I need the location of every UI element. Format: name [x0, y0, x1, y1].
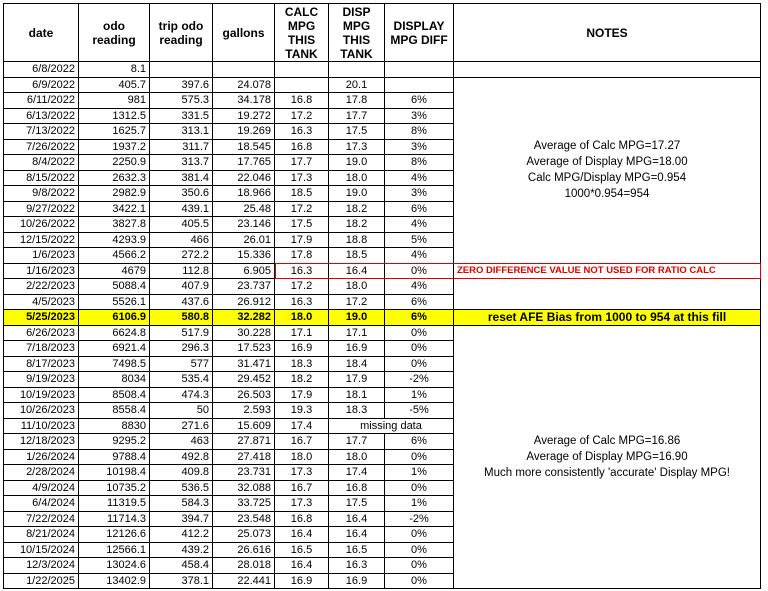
notes-block-after-reset — [454, 325, 761, 589]
disp-mpg-cell — [329, 62, 385, 78]
date-cell: 10/19/2023 — [4, 387, 79, 403]
date-cell: 4/5/2023 — [4, 294, 79, 310]
calc-mpg-cell: 16.3 — [275, 263, 329, 279]
trip-cell: 412.2 — [150, 527, 213, 543]
odo-cell: 6921.4 — [79, 341, 150, 357]
table-row — [4, 263, 761, 279]
notes-blank-cell — [454, 62, 761, 78]
date-cell: 1/26/2024 — [4, 449, 79, 465]
date-cell: 6/11/2022 — [4, 93, 79, 109]
disp-mpg-cell: 18.0 — [329, 279, 385, 295]
disp-mpg-cell: 17.5 — [329, 124, 385, 140]
date-cell: 8/4/2022 — [4, 155, 79, 171]
gallons-cell: 26.912 — [213, 294, 275, 310]
disp-mpg-cell: 18.0 — [329, 449, 385, 465]
header-trip-odo-reading: trip odo reading — [150, 4, 213, 62]
calc-mpg-cell: 17.5 — [275, 217, 329, 233]
table-row — [4, 310, 761, 326]
odo-cell: 12126.6 — [79, 527, 150, 543]
disp-mpg-cell: 16.4 — [329, 511, 385, 527]
date-cell: 9/27/2022 — [4, 201, 79, 217]
date-cell: 5/25/2023 — [4, 310, 79, 326]
odo-cell: 2250.9 — [79, 155, 150, 171]
gallons-cell: 18.966 — [213, 186, 275, 202]
date-cell: 7/18/2023 — [4, 341, 79, 357]
missing-data-cell: missing data — [329, 418, 454, 434]
odo-cell: 11714.3 — [79, 511, 150, 527]
calc-mpg-cell: 18.0 — [275, 449, 329, 465]
date-cell: 10/26/2022 — [4, 217, 79, 233]
note-line: Average of Display MPG=18.00 — [526, 156, 688, 168]
gallons-cell: 17.765 — [213, 155, 275, 171]
diff-cell: 3% — [385, 139, 454, 155]
gallons-cell: 19.269 — [213, 124, 275, 140]
diff-cell: 0% — [385, 325, 454, 341]
calc-mpg-cell: 17.7 — [275, 155, 329, 171]
odo-cell: 3422.1 — [79, 201, 150, 217]
disp-mpg-cell: 16.4 — [329, 263, 385, 279]
disp-mpg-cell: 17.7 — [329, 434, 385, 450]
odo-cell: 10735.2 — [79, 480, 150, 496]
odo-cell: 405.7 — [79, 77, 150, 93]
gallons-cell: 15.336 — [213, 248, 275, 264]
gallons-cell: 34.178 — [213, 93, 275, 109]
trip-cell: 311.7 — [150, 139, 213, 155]
note-line: Much more consistently 'accurate' Display MPG! — [484, 466, 730, 479]
diff-cell: 0% — [385, 573, 454, 589]
trip-cell: 331.5 — [150, 108, 213, 124]
diff-cell: 6% — [385, 310, 454, 326]
calc-mpg-cell: 17.2 — [275, 279, 329, 295]
calc-mpg-cell: 16.3 — [275, 124, 329, 140]
diff-cell: 5% — [385, 232, 454, 248]
trip-cell: 378.1 — [150, 573, 213, 589]
odo-cell: 1937.2 — [79, 139, 150, 155]
diff-cell: 3% — [385, 108, 454, 124]
date-cell: 12/18/2023 — [4, 434, 79, 450]
trip-cell: 458.4 — [150, 558, 213, 574]
header-row — [4, 4, 761, 62]
odo-cell: 8558.4 — [79, 403, 150, 419]
date-cell: 1/22/2025 — [4, 573, 79, 589]
trip-cell: 439.1 — [150, 201, 213, 217]
note-line: Average of Calc MPG=17.27 — [533, 140, 681, 152]
gallons-cell: 19.272 — [213, 108, 275, 124]
date-cell: 7/26/2022 — [4, 139, 79, 155]
date-cell: 10/26/2023 — [4, 403, 79, 419]
note-line: Average of Calc MPG=16.86 — [533, 434, 681, 447]
disp-mpg-cell: 17.9 — [329, 372, 385, 388]
calc-mpg-cell: 16.4 — [275, 527, 329, 543]
calc-mpg-cell: 16.9 — [275, 341, 329, 357]
gallons-cell: 26.616 — [213, 542, 275, 558]
date-cell: 6/9/2022 — [4, 77, 79, 93]
gallons-cell: 22.441 — [213, 573, 275, 589]
odo-cell: 8034 — [79, 372, 150, 388]
disp-mpg-cell: 17.8 — [329, 93, 385, 109]
header-calc-mpg: CALC MPG THIS TANK — [275, 4, 329, 62]
odo-cell: 13402.9 — [79, 573, 150, 589]
gallons-cell: 22.046 — [213, 170, 275, 186]
date-cell: 10/15/2024 — [4, 542, 79, 558]
odo-cell: 1625.7 — [79, 124, 150, 140]
odo-cell: 12566.1 — [79, 542, 150, 558]
trip-cell: 463 — [150, 434, 213, 450]
calc-mpg-cell: 18.2 — [275, 372, 329, 388]
disp-mpg-cell: 16.5 — [329, 542, 385, 558]
calc-mpg-cell: 17.3 — [275, 496, 329, 512]
odo-cell: 10198.4 — [79, 465, 150, 481]
calc-mpg-cell: 17.9 — [275, 232, 329, 248]
trip-cell: 437.6 — [150, 294, 213, 310]
calc-mpg-cell: 16.8 — [275, 511, 329, 527]
trip-cell: 397.6 — [150, 77, 213, 93]
gallons-cell: 29.452 — [213, 372, 275, 388]
table-row — [4, 325, 761, 341]
trip-cell: 474.3 — [150, 387, 213, 403]
calc-mpg-cell: 17.8 — [275, 248, 329, 264]
trip-cell: 580.8 — [150, 310, 213, 326]
diff-cell: 4% — [385, 248, 454, 264]
calc-mpg-cell: 18.0 — [275, 310, 329, 326]
calc-mpg-cell: 17.2 — [275, 108, 329, 124]
trip-cell: 394.7 — [150, 511, 213, 527]
diff-cell: 0% — [385, 527, 454, 543]
calc-mpg-cell: 16.7 — [275, 434, 329, 450]
date-cell: 2/28/2024 — [4, 465, 79, 481]
trip-cell: 407.9 — [150, 279, 213, 295]
date-cell: 7/22/2024 — [4, 511, 79, 527]
gallons-cell: 25.073 — [213, 527, 275, 543]
calc-mpg-cell: 17.3 — [275, 170, 329, 186]
odo-cell: 1312.5 — [79, 108, 150, 124]
header-disp-mpg: DISP MPG THIS TANK — [329, 4, 385, 62]
date-cell: 6/26/2023 — [4, 325, 79, 341]
calc-mpg-cell: 16.7 — [275, 480, 329, 496]
date-cell: 4/9/2024 — [4, 480, 79, 496]
date-cell: 1/6/2023 — [4, 248, 79, 264]
odo-cell: 8508.4 — [79, 387, 150, 403]
disp-mpg-cell: 17.5 — [329, 496, 385, 512]
disp-mpg-cell: 17.3 — [329, 139, 385, 155]
disp-mpg-cell: 17.7 — [329, 108, 385, 124]
gallons-cell: 17.523 — [213, 341, 275, 357]
trip-cell: 296.3 — [150, 341, 213, 357]
trip-cell: 271.6 — [150, 418, 213, 434]
diff-cell: 1% — [385, 387, 454, 403]
date-cell: 7/13/2022 — [4, 124, 79, 140]
trip-cell: 536.5 — [150, 480, 213, 496]
date-cell: 6/4/2024 — [4, 496, 79, 512]
notes-blank-cell — [454, 279, 761, 310]
disp-mpg-cell: 20.1 — [329, 77, 385, 93]
odo-cell: 4566.2 — [79, 248, 150, 264]
disp-mpg-cell: 16.9 — [329, 341, 385, 357]
calc-mpg-cell: 16.9 — [275, 573, 329, 589]
gallons-cell: 25.48 — [213, 201, 275, 217]
trip-cell: 313.1 — [150, 124, 213, 140]
calc-mpg-cell: 17.9 — [275, 387, 329, 403]
diff-cell: 0% — [385, 263, 454, 279]
calc-mpg-cell: 16.8 — [275, 93, 329, 109]
date-cell: 11/10/2023 — [4, 418, 79, 434]
trip-cell: 439.2 — [150, 542, 213, 558]
diff-cell: 0% — [385, 449, 454, 465]
header-notes: NOTES — [454, 4, 761, 62]
diff-cell: 6% — [385, 294, 454, 310]
diff-cell: 0% — [385, 558, 454, 574]
header-display-mpg-diff: DISPLAY MPG DIFF — [385, 4, 454, 62]
disp-mpg-cell: 18.2 — [329, 217, 385, 233]
table-row — [4, 62, 761, 78]
disp-mpg-cell: 19.0 — [329, 310, 385, 326]
calc-mpg-cell: 16.4 — [275, 558, 329, 574]
date-cell: 12/15/2022 — [4, 232, 79, 248]
calc-mpg-cell: 19.3 — [275, 403, 329, 419]
gallons-cell: 32.088 — [213, 480, 275, 496]
gallons-cell: 23.146 — [213, 217, 275, 233]
trip-cell — [150, 62, 213, 78]
gallons-cell: 31.471 — [213, 356, 275, 372]
odo-cell: 2632.3 — [79, 170, 150, 186]
diff-cell: 6% — [385, 434, 454, 450]
calc-mpg-cell: 17.3 — [275, 465, 329, 481]
diff-cell: 4% — [385, 170, 454, 186]
diff-cell: 1% — [385, 496, 454, 512]
notes-block-before-reset — [454, 77, 761, 263]
trip-cell: 272.2 — [150, 248, 213, 264]
disp-mpg-cell: 16.4 — [329, 527, 385, 543]
disp-mpg-cell: 18.4 — [329, 356, 385, 372]
gallons-cell: 15.609 — [213, 418, 275, 434]
header-gallons: gallons — [213, 4, 275, 62]
diff-cell: 1% — [385, 465, 454, 481]
disp-mpg-cell: 16.8 — [329, 480, 385, 496]
calc-mpg-cell: 18.5 — [275, 186, 329, 202]
diff-cell: 6% — [385, 201, 454, 217]
date-cell: 2/22/2023 — [4, 279, 79, 295]
gallons-cell: 30.228 — [213, 325, 275, 341]
odo-cell: 8.1 — [79, 62, 150, 78]
diff-cell: 0% — [385, 356, 454, 372]
odo-cell: 3827.8 — [79, 217, 150, 233]
mpg-log-table — [3, 3, 761, 589]
gallons-cell: 2.593 — [213, 403, 275, 419]
diff-cell — [385, 77, 454, 93]
trip-cell: 466 — [150, 232, 213, 248]
disp-mpg-cell: 16.9 — [329, 573, 385, 589]
calc-mpg-cell — [275, 62, 329, 78]
header-date: date — [4, 4, 79, 62]
trip-cell: 575.3 — [150, 93, 213, 109]
gallons-cell: 6.905 — [213, 263, 275, 279]
gallons-cell: 23.731 — [213, 465, 275, 481]
gallons-cell: 26.01 — [213, 232, 275, 248]
calc-mpg-cell: 18.3 — [275, 356, 329, 372]
odo-cell: 9295.2 — [79, 434, 150, 450]
date-cell: 8/21/2024 — [4, 527, 79, 543]
disp-mpg-cell: 17.4 — [329, 465, 385, 481]
trip-cell: 409.8 — [150, 465, 213, 481]
date-cell: 8/17/2023 — [4, 356, 79, 372]
odo-cell: 11319.5 — [79, 496, 150, 512]
diff-cell: 0% — [385, 542, 454, 558]
diff-cell: 0% — [385, 480, 454, 496]
diff-cell: 6% — [385, 93, 454, 109]
trip-cell: 584.3 — [150, 496, 213, 512]
odo-cell: 6624.8 — [79, 325, 150, 341]
date-cell: 8/15/2022 — [4, 170, 79, 186]
disp-mpg-cell: 18.3 — [329, 403, 385, 419]
reset-afe-bias-note: reset AFE Bias from 1000 to 954 at this fill — [454, 310, 761, 326]
table-row — [4, 77, 761, 93]
date-cell: 9/8/2022 — [4, 186, 79, 202]
odo-cell: 5088.4 — [79, 279, 150, 295]
note-line: Average of Display MPG=16.90 — [526, 450, 688, 463]
gallons-cell: 24.078 — [213, 77, 275, 93]
diff-cell: 3% — [385, 186, 454, 202]
diff-cell: 4% — [385, 279, 454, 295]
gallons-cell — [213, 62, 275, 78]
odo-cell: 6106.9 — [79, 310, 150, 326]
odo-cell: 13024.6 — [79, 558, 150, 574]
disp-mpg-cell: 18.0 — [329, 170, 385, 186]
table-row — [4, 279, 761, 295]
diff-cell: 0% — [385, 341, 454, 357]
trip-cell: 577 — [150, 356, 213, 372]
calc-mpg-cell: 17.1 — [275, 325, 329, 341]
header-odo-reading: odo reading — [79, 4, 150, 62]
note-line: 1000*0.954=954 — [564, 188, 650, 200]
gallons-cell: 26.503 — [213, 387, 275, 403]
trip-cell: 381.4 — [150, 170, 213, 186]
calc-mpg-cell — [275, 77, 329, 93]
odo-cell: 5526.1 — [79, 294, 150, 310]
diff-cell: 8% — [385, 155, 454, 171]
gallons-cell: 23.548 — [213, 511, 275, 527]
odo-cell: 4679 — [79, 263, 150, 279]
odo-cell: 9788.4 — [79, 449, 150, 465]
disp-mpg-cell: 18.5 — [329, 248, 385, 264]
zero-difference-note: ZERO DIFFERENCE VALUE NOT USED FOR RATIO CALC — [454, 263, 761, 279]
odo-cell: 981 — [79, 93, 150, 109]
calc-mpg-cell: 16.3 — [275, 294, 329, 310]
diff-cell: -2% — [385, 372, 454, 388]
disp-mpg-cell: 18.8 — [329, 232, 385, 248]
odo-cell: 4293.9 — [79, 232, 150, 248]
date-cell: 1/16/2023 — [4, 263, 79, 279]
diff-cell — [385, 62, 454, 78]
trip-cell: 517.9 — [150, 325, 213, 341]
gallons-cell: 32.282 — [213, 310, 275, 326]
disp-mpg-cell: 18.2 — [329, 201, 385, 217]
table-body — [4, 62, 761, 589]
diff-cell: -2% — [385, 511, 454, 527]
date-cell: 6/8/2022 — [4, 62, 79, 78]
disp-mpg-cell: 18.1 — [329, 387, 385, 403]
date-cell: 6/13/2022 — [4, 108, 79, 124]
calc-mpg-cell: 16.5 — [275, 542, 329, 558]
odo-cell: 7498.5 — [79, 356, 150, 372]
calc-mpg-cell: 17.4 — [275, 418, 329, 434]
disp-mpg-cell: 19.0 — [329, 186, 385, 202]
disp-mpg-cell: 19.0 — [329, 155, 385, 171]
trip-cell: 350.6 — [150, 186, 213, 202]
gallons-cell: 23.737 — [213, 279, 275, 295]
diff-cell: 8% — [385, 124, 454, 140]
odo-cell: 8830 — [79, 418, 150, 434]
diff-cell: 4% — [385, 217, 454, 233]
trip-cell: 405.5 — [150, 217, 213, 233]
trip-cell: 50 — [150, 403, 213, 419]
gallons-cell: 27.871 — [213, 434, 275, 450]
disp-mpg-cell: 16.3 — [329, 558, 385, 574]
disp-mpg-cell: 17.2 — [329, 294, 385, 310]
date-cell: 9/19/2023 — [4, 372, 79, 388]
mpg-spreadsheet — [3, 3, 761, 589]
date-cell: 12/3/2024 — [4, 558, 79, 574]
calc-mpg-cell: 16.8 — [275, 139, 329, 155]
gallons-cell: 33.725 — [213, 496, 275, 512]
note-line: Calc MPG/Display MPG=0.954 — [527, 172, 687, 184]
trip-cell: 112.8 — [150, 263, 213, 279]
diff-cell: -5% — [385, 403, 454, 419]
calc-mpg-cell: 17.2 — [275, 201, 329, 217]
trip-cell: 492.8 — [150, 449, 213, 465]
odo-cell: 2982.9 — [79, 186, 150, 202]
disp-mpg-cell: 17.1 — [329, 325, 385, 341]
gallons-cell: 18.545 — [213, 139, 275, 155]
gallons-cell: 27.418 — [213, 449, 275, 465]
trip-cell: 313.7 — [150, 155, 213, 171]
gallons-cell: 28.018 — [213, 558, 275, 574]
trip-cell: 535.4 — [150, 372, 213, 388]
